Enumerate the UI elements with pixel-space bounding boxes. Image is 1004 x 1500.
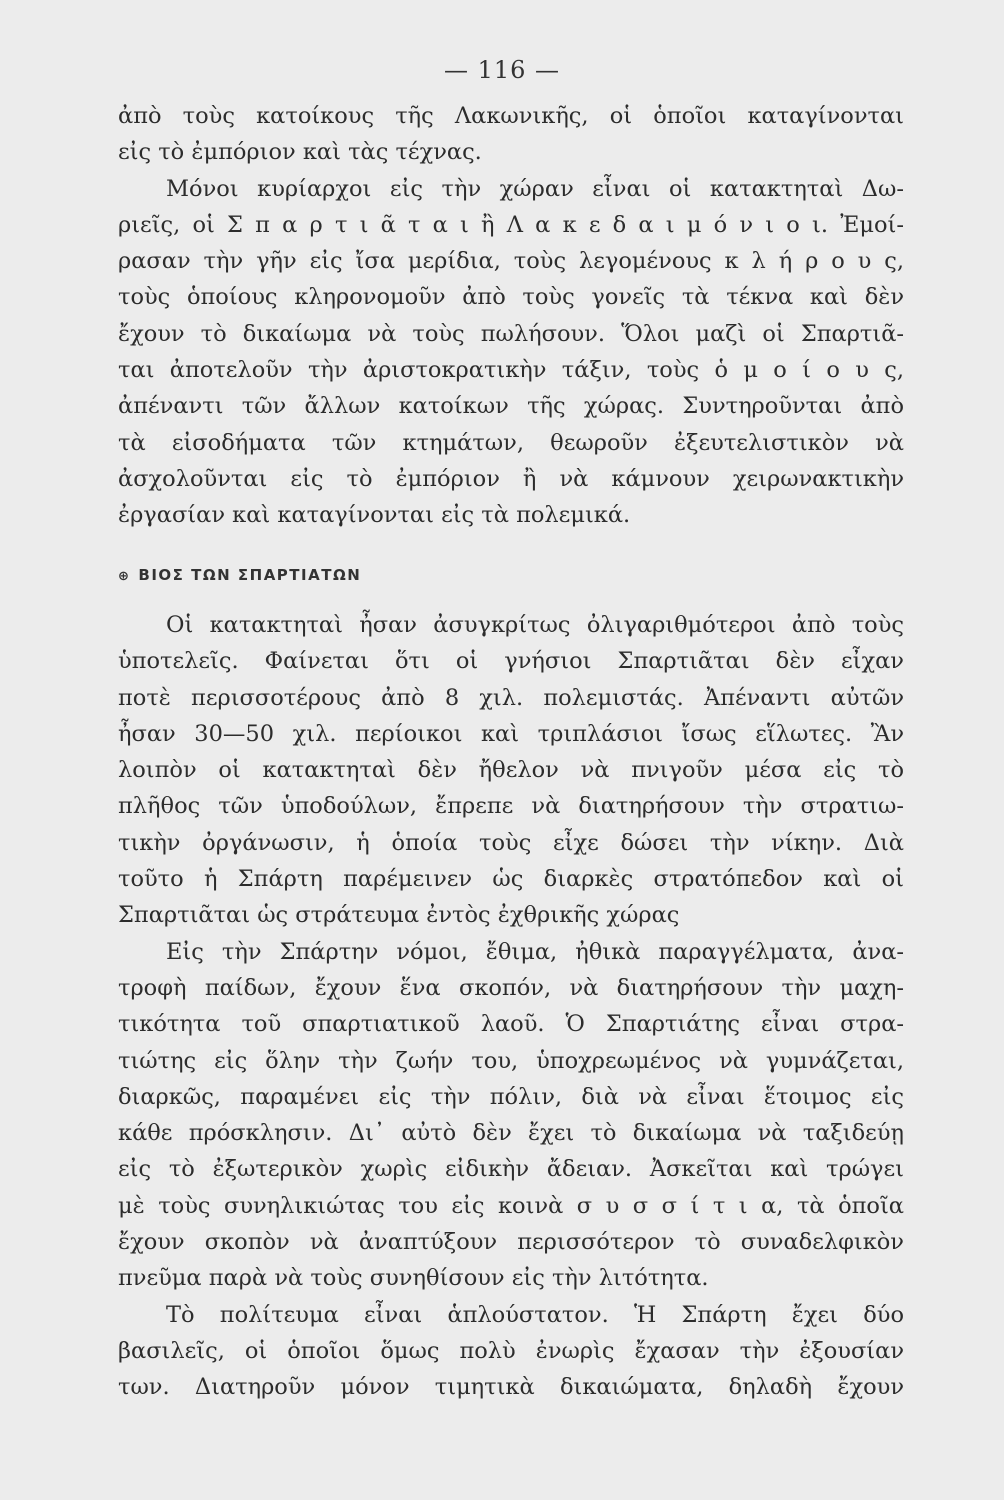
- text-line: ἀπέναντι τῶν ἄλλων κατοίκων τῆς χώρας. Συντηροῦνται ἀπὸ: [118, 393, 904, 420]
- text-line: εἰς τὸ ἐξωτερικὸν χωρὶς εἰδικὴν ἄδειαν. Ἀσκεῖται καὶ τρώγει: [118, 1156, 904, 1183]
- text-line: πλῆθος τῶν ὑποδούλων, ἔπρεπε νὰ διατηρήσουν τὴν στρατιω-: [118, 793, 904, 820]
- text-line: τὰ εἰσοδήματα τῶν κτημάτων, θεωροῦν ἐξευτελιστικὸν νὰ: [118, 429, 904, 456]
- text-line: κάθε πρόσκλησιν. Δι᾽ αὐτὸ δὲν ἔχει τὸ δικαίωμα νὰ ταξιδεύῃ: [118, 1120, 904, 1147]
- text-line: ἦσαν 30—50 χιλ. περίοικοι καὶ τριπλάσιοι ἴσως εἵλωτες. Ἂν: [118, 720, 904, 747]
- text-line: βασιλεῖς, οἱ ὁποῖοι ὅμως πολὺ ἐνωρὶς ἔχασαν τὴν ἐξουσίαν: [118, 1337, 904, 1364]
- text-line: ἔχουν σκοπὸν νὰ ἀναπτύξουν περισσότερον τὸ συναδελφικὸν: [118, 1229, 904, 1256]
- text-line: ὑποτελεῖς. Φαίνεται ὅτι οἱ γνήσιοι Σπαρτιᾶται δὲν εἶχαν: [118, 648, 904, 675]
- text-line: πνεῦμα παρὰ νὰ τοὺς συνηθίσουν εἰς τὴν λιτότητα.: [118, 1265, 709, 1292]
- text-line: Οἱ κατακτηταὶ ἦσαν ἀσυγκρίτως ὀλιγαριθμότεροι ἀπὸ τοὺς: [166, 612, 904, 638]
- section-mark-icon: ⊕: [118, 569, 131, 584]
- text-line: ποτὲ περισσοτέρους ἀπὸ 8 χιλ. πολεμιστάς. Ἀπέναντι αὐτῶν: [118, 684, 904, 711]
- section-heading: [118, 566, 361, 584]
- text-line: ρασαν τὴν γῆν εἰς ἴσα μερίδια, τοὺς λεγομένους κ λ ή ρ ο υ ς,: [118, 248, 904, 275]
- text-line: ἐργασίαν καὶ καταγίνονται εἰς τὰ πολεμικά.: [118, 502, 631, 529]
- text-line: εἰς τὸ ἐμπόριον καὶ τὰς τέχνας.: [118, 139, 482, 166]
- text-line: ἔχουν τὸ δικαίωμα νὰ τοὺς πωλήσουν. Ὅλοι μαζὶ οἱ Σπαρτιᾶ-: [118, 320, 904, 347]
- intro-paragraphs: [118, 98, 904, 534]
- text-line: ται ἀποτελοῦν τὴν ἀριστοκρατικὴν τάξιν, τοὺς ὁ μ ο ί ο υ ς,: [118, 357, 904, 384]
- text-line: Σπαρτιᾶται ὡς στράτευμα ἐντὸς ἐχθρικῆς χώρας: [118, 902, 680, 929]
- text-line: Μόνοι κυρίαρχοι εἰς τὴν χώραν εἶναι οἱ κατακτηταὶ Δω-: [166, 175, 904, 202]
- text-line: τοὺς ὁποίους κληρονομοῦν ἀπὸ τοὺς γονεῖς τὰ τέκνα καὶ δὲν: [118, 284, 904, 311]
- text-line: μὲ τοὺς συνηλικιώτας του εἰς κοινὰ σ υ σ σ ί τ ι α, τὰ ὁποῖα: [118, 1192, 904, 1219]
- text-line: τικότητα τοῦ σπαρτιατικοῦ λαοῦ. Ὁ Σπαρτιάτης εἶναι στρα-: [118, 1011, 904, 1038]
- text-line: τιώτης εἰς ὅλην τὴν ζωήν του, ὑποχρεωμένος νὰ γυμνάζεται,: [118, 1047, 904, 1074]
- text-line: λοιπὸν οἱ κατακτηταὶ δὲν ἤθελον νὰ πνιγοῦν μέσα εἰς τὸ: [118, 757, 904, 784]
- text-line: διαρκῶς, παραμένει εἰς τὴν πόλιν, διὰ νὰ εἶναι ἕτοιμος εἰς: [118, 1083, 904, 1110]
- text-line: τοῦτο ἡ Σπάρτη παρέμεινεν ὡς διαρκὲς στρατόπεδον καὶ οἱ: [118, 866, 904, 893]
- text-line: Εἰς τὴν Σπάρτην νόμοι, ἔθιμα, ἠθικὰ παραγγέλματα, ἀνα-: [166, 938, 904, 965]
- text-line: των. Διατηροῦν μόνον τιμητικὰ δικαιώματα, δηλαδὴ ἔχουν: [118, 1374, 904, 1401]
- text-line: ἀπὸ τοὺς κατοίκους τῆς Λακωνικῆς, οἱ ὁποῖοι καταγίνονται: [118, 103, 904, 129]
- text-line: Τὸ πολίτευμα εἶναι ἁπλούστατον. Ἡ Σπάρτη ἔχει δύο: [166, 1301, 904, 1328]
- page-number: — 116 —: [443, 56, 561, 84]
- text-line: τροφὴ παίδων, ἔχουν ἕνα σκοπόν, νὰ διατηρήσουν τὴν μαχη-: [118, 974, 904, 1001]
- text-line: ἀσχολοῦνται εἰς τὸ ἐμπόριον ἢ νὰ κάμνουν χειρωνακτικὴν: [118, 465, 904, 492]
- text-line: τικὴν ὀργάνωσιν, ἡ ὁποία τοὺς εἶχε δώσει τὴν νίκην. Διὰ: [118, 829, 904, 856]
- text-line: ριεῖς, οἱ Σ π α ρ τ ι ᾶ τ α ι ἢ Λ α κ ε δ α ι μ ό ν ι ο ι. Ἐμοί-: [118, 211, 904, 238]
- section-heading-text: ΒΙΟΣ ΤΩΝ ΣΠΑΡΤΙΑΤΩΝ: [138, 566, 362, 584]
- body-paragraphs: [118, 607, 904, 1406]
